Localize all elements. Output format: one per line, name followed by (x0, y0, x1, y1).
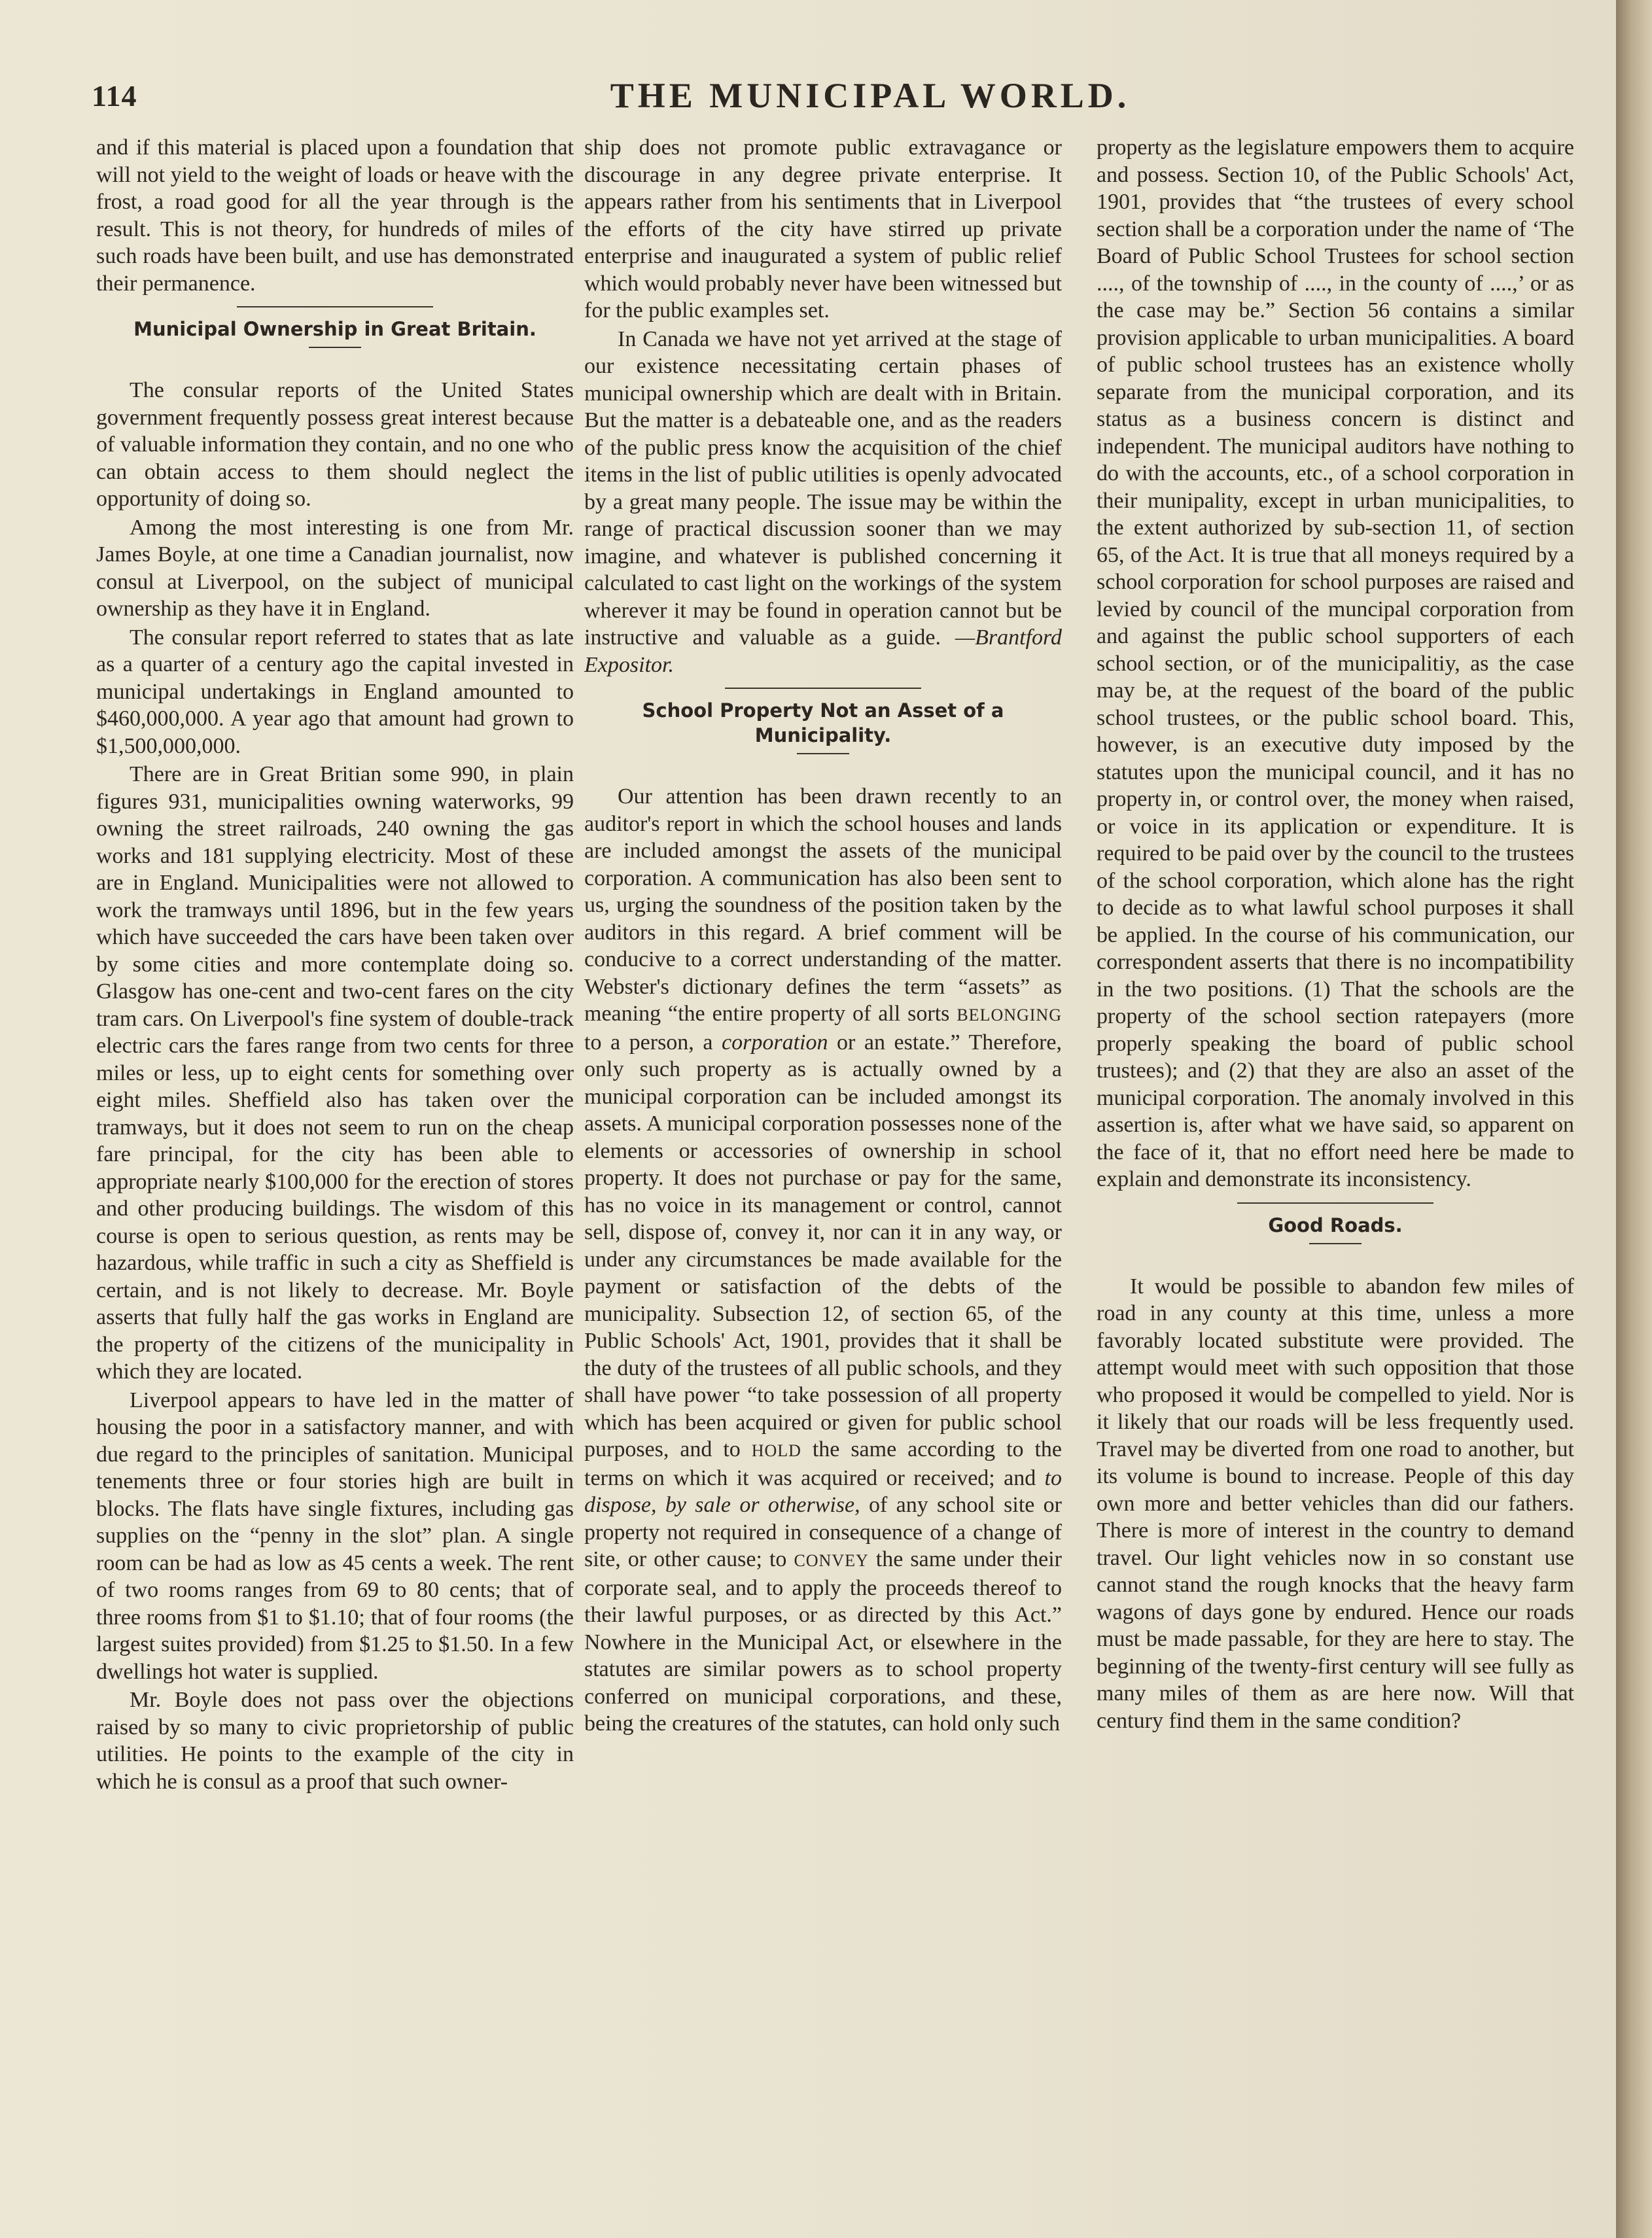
small-caps-text: BELONGING (957, 1005, 1062, 1024)
section-heading: Municipal Ownership in Great Britain. (133, 318, 536, 340)
section-divider (725, 688, 921, 689)
paragraph: Liverpool appears to have led in the matter of housing the poor in a satisfactory manner, and with due regard to the principles of sanitation. Municipal tenements three or four stories high are built in blocks. The flats have single fixtures, including gas supplies on the “penny in the slot” plan. A single room can be had as low as 45 cents a week. The rent of two rooms ranges from 69 to 80 cents; that of three rooms from $1 to $1.10; that of four rooms (the largest suites provided) from $1.25 to $1.50. In a few dwellings hot water is supplied. (96, 1388, 574, 1684)
running-title: THE MUNICIPAL WORLD. (610, 76, 1131, 115)
section-divider (237, 306, 433, 307)
column-left (96, 134, 574, 1796)
section-heading: School Property Not an Asset of a Municipality. (642, 699, 1004, 746)
text-run: to a person, a (584, 1030, 722, 1055)
source-credit: —Brantford Expositor. (584, 625, 1062, 677)
paragraph: Among the most interesting is one from Mr. James Boyle, at one time a Canadian journalist, now consul at Liverpool, on the subject of municipal ownership as they have it in England. (96, 515, 574, 621)
text-run: the same under their corporate seal, and to apply the proceeds thereof to their lawful purposes, or as directed by this Act.” Nowhere in the Municipal Act, or elsewhere in the statutes are similar powers as to school property conferred on municipal corporations, and these, being the creatures of the statutes, can hold only such (584, 1547, 1063, 1736)
text-run: Our attention has been drawn recently to an auditor's report in which the school houses and lands are included amongst the assets of the municipal corporation. A communication has also been sent to us, urging the soundness of the position taken by the auditors in this regard. A brief comment will be conducive to a correct understanding of the matter. Webster's dictionary defines the term “assets” as meaning “the entire property of all sorts (584, 784, 1062, 1026)
paragraph: There are in Great Britian some 990, in plain figures 931, municipalities owning waterworks, 99 owning the street railroads, 240 owning the gas works and 181 supplying electricity. Most of these are in England. Municipalities were not allowed to work the tramways until 1896, but in the few years which have succeeded the cars have been taken over by some cities and more contemplate doing so. Glasgow has one-cent and two-cent fares on the city tram cars. On Liverpool's fine system of double-track electric cars the fares range from two cents for three miles or less, up to eight cents for something over eight miles. Sheffield also has taken over the tramways, but it does not seem to run on the cheap fare principal, for the city has been able to appropriate nearly $100,000 for the erection of stores and other producing buildings. The wisdom of this course is open to serious question, as rents may be hazardous, while traffic in such a city as Sheffield is certain, and is not likely to decrease. Mr. Boyle asserts that fully half the gas works in England are the property of the citizens of the municipality in which they are located. (96, 762, 574, 1384)
paragraph-text: In Canada we have not yet arrived at the stage of our existence necessitating certain phases of municipal ownership which are dealt with in Britain. But the matter is a debateable one, and as the readers of the public press know the acquisition of the chief items in the list of public utilities is openly advocated by a great many people. The issue may be within the range of practical discussion sooner than we may imagine, and whatever is published concerning it calculated to cast light on the workings of the system wherever it may be found in operation cannot but be instructive and valuable as a guide. (584, 326, 1062, 650)
text-run: of any school site or property not required in consequence of a change of site, or other cause; to (584, 1493, 1063, 1571)
paragraph: It would be possible to abandon few miles of road in any county at this time, unless a more favorably located substitute were provided. The attempt would meet with such opposition that those who proposed it would be compelled to yield. Nor is it likely that our roads will be less frequently used. Travel may be diverted from one road to another, but its volume is bound to increase. People of this day own more and better vehicles than did our fathers. There is more of interest in the country to demand travel. Our light vehicles now in so constant use cannot stand the rough knocks that the heavy farm wagons of days gone by endured. Hence our roads must be made passable, for they are here to stay. The beginning of the twenty-first century will see fully as many miles of them as are here now. Will that century find them in the same condition? (1097, 1274, 1574, 1733)
paragraph (584, 783, 1062, 1738)
paragraph: Mr. Boyle does not pass over the objections raised by so many to civic proprietorship of public utilities. He points to the example of the city in which he is consul as a proof that such owner- (96, 1688, 574, 1794)
text-run: the same according to the terms on which it was acquired or received; and (584, 1437, 1062, 1490)
heading-rule (1309, 1243, 1362, 1244)
text-run: or an estate.” Therefore, only such property as is actually owned by a municipal corporation can be included amongst its assets. A municipal corporation possesses none of the elements or accessories of ownership in school property. It does not purchase or pay for the same, has no voice in its management or control, cannot sell, dispose of, convey it, nor can it in any way, or under any circumstances be made available for the payment or satisfaction of the debts of the municipality. Subsection 12, of section 65, of the Public Schools' Act, 1901, provides that it shall be the duty of the trustees of all public schools, and they shall have power “to take possession of all property which has been acquired or given for public school purposes, and to (584, 1030, 1062, 1461)
paragraph: The consular reports of the United States government frequently possess great interest because of valuable information they contain, and no one who can obtain access to them should neglect the opportunity of doing so. (96, 378, 574, 511)
paragraph: and if this material is placed upon a foundation that will not yield to the weight of loads or heave with the frost, a road good for all the year through is the result. This is not theory, for hundreds of miles of such roads have been built, and use has demonstrated their permanence. (96, 135, 574, 296)
italic-text: to dispose, by sale or otherwise, (584, 1465, 1062, 1517)
section-divider (1237, 1202, 1433, 1204)
paragraph: ship does not promote public extravagance or discourage in any degree private enterprise. It appears rather from his sentiments that in Liverpool the efforts of the city have stirred up private enterprise and inaugurated a system of public relief which would probably never have been witnessed but for the public examples set. (584, 135, 1062, 323)
page-header (92, 75, 1583, 128)
heading-rule (797, 753, 849, 754)
page-gutter-shadow (1616, 0, 1652, 2238)
italic-text: corporation (722, 1030, 828, 1055)
page-number: 114 (92, 79, 137, 113)
heading-rule (309, 347, 361, 348)
column-right (1097, 134, 1574, 1736)
paragraph: property as the legislature empowers them to acquire and possess. Section 10, of the Public Schools' Act, 1901, provides that “the trustees of every school section shall be a corporation under the name of ‘The Board of Public School Trustees for school section ...., of the township of ...., in the county of ....,’ or as the case may be.” Section 56 contains a similar provision applicable to urban municipalities. A board of public school trustees has an existence wholly separate from the municipal corporation, and its status as a business concern is distinct and independent. The municipal auditors have nothing to do with the accounts, etc., of a school corporation in their munipality, except in urban municipalities, to the extent authorized by sub-section 11, of section 65, of the Act. It is true that all moneys required by a school corporation for school purposes are raised and levied by council of the muncipal corporation from and against the public school supporters of each school section, or of the municipalitiy, as the case may be, at the request of the board of the public school trustees, or the public school board. This, however, is an executive duty imposed by the statutes upon the municipal council, and it has no property in, or control over, the money when raised, or voice in its application or expenditure. It is required to be paid over by the council to the trustees of the school corporation, which alone has the right to decide as to what lawful school purposes it shall be applied. In the course of his communication, our correspondent asserts that there is no incompatibility in the two positions. (1) That the schools are the property of the school section ratepayers (more properly speaking the board of public school trustees); and (2) that they are also an asset of the municipal corporation. The anomaly involved in this assertion is, after what we have said, so apparent on the face of it, that no effort need here be made to explain and demonstrate its inconsistency. (1097, 135, 1574, 1191)
small-caps-text: CONVEY (794, 1551, 869, 1570)
paragraph (584, 326, 1062, 679)
column-middle (584, 134, 1062, 1739)
section-heading: Good Roads. (1268, 1214, 1403, 1236)
paragraph: The consular report referred to states that as late as a quarter of a century ago the capital invested in municipal undertakings in England amounted to $460,000,000. A year ago that amount had grown to $1,500,000,000. (96, 625, 574, 758)
small-caps-text: HOLD (751, 1441, 801, 1460)
